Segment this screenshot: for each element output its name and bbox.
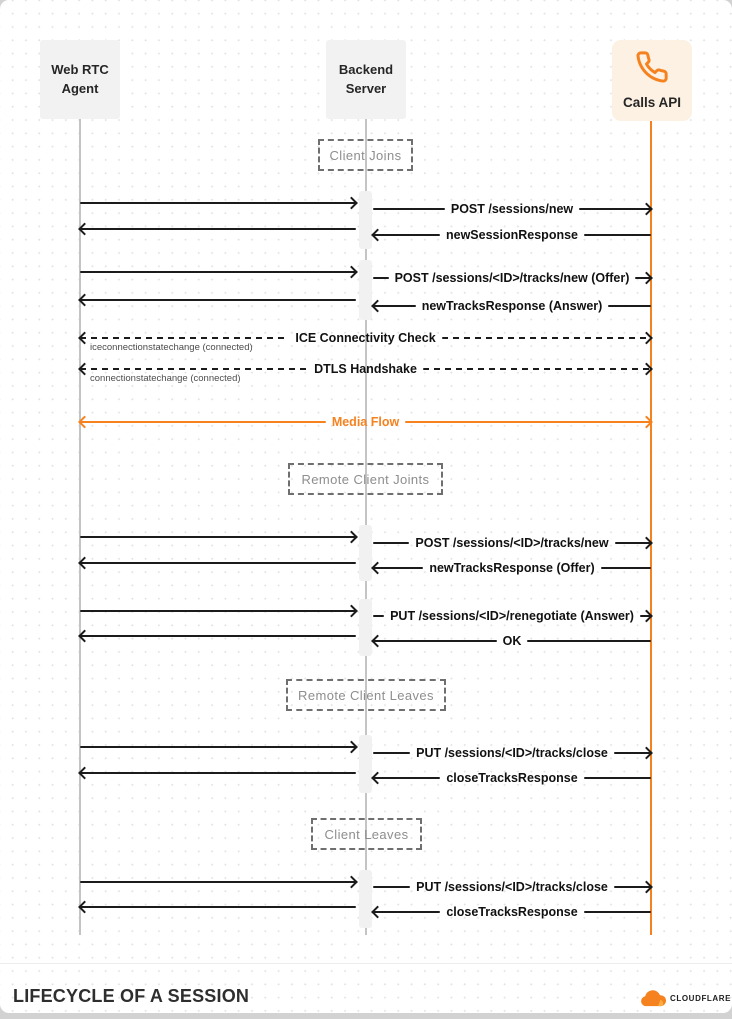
arrow-line [80,881,356,884]
msg-post-tracks-new-offer [373,271,651,285]
arrow-line [80,228,356,231]
msg-new-session-response [373,228,651,242]
arrow-line [527,640,651,643]
phase-remote-client-joins-label: Remote Client Joints [301,471,430,487]
arrow-backend-to-webrtc [80,900,356,914]
msg-label: closeTracksResponse [446,905,578,919]
arrow-webrtc-to-backend [80,530,356,544]
arrowhead-right [640,363,653,376]
actor-calls-api [612,40,692,121]
arrowhead-left [371,635,384,648]
msg-close-tracks-response [373,905,651,919]
arrowhead-left [78,294,91,307]
arrow-line [373,208,445,211]
arrow-line [405,421,651,424]
msg-post-sessions-new [373,202,651,216]
arrowhead-left [78,901,91,914]
ice-event-note: iceconnectionstatechange (connected) [90,342,253,353]
msg-label: OK [502,634,522,648]
actor-backend-server-label: Backend Server [338,62,394,96]
phone-icon [635,50,669,89]
arrowhead-right [345,605,358,618]
msg-new-tracks-response-offer [373,561,651,575]
arrowhead-right [640,416,653,429]
msg-label: newSessionResponse [446,228,578,242]
arrow-line [80,610,356,613]
arrow-line [373,886,410,889]
phase-client-joins [318,139,413,171]
arrow-line [601,567,651,570]
actor-webrtc-agent-label: Web RTC Agent [51,62,109,96]
arrow-line [584,777,651,780]
arrow-backend-to-webrtc [80,222,356,236]
arrow-line-dashed [423,368,651,371]
msg-label: DTLS Handshake [314,362,417,376]
arrow-line [584,234,651,237]
arrowhead-right [345,197,358,210]
cloudflare-cloud-icon [639,990,666,1007]
arrowhead-left [78,223,91,236]
arrow-line-dashed [80,337,289,340]
phase-client-joins-label: Client Joins [329,147,402,163]
arrowhead-left [78,767,91,780]
msg-label: POST /sessions/<ID>/tracks/new [415,536,609,550]
msg-ok [373,634,651,648]
arrowhead-right [640,332,653,345]
arrow-line [608,305,651,308]
cloudflare-logo [639,989,731,1007]
footer-divider [0,963,732,964]
msg-label: PUT /sessions/<ID>/tracks/close [416,880,608,894]
arrowhead-left [78,332,91,345]
cloudflare-logo-text: CLOUDFLARE [670,993,732,1003]
activation-bar [359,599,372,656]
arrowhead-right [640,610,653,623]
arrowhead-left [78,416,91,429]
arrowhead-left [371,300,384,313]
phase-remote-client-leaves [286,679,446,711]
arrowhead-left [78,363,91,376]
arrow-line [80,746,356,749]
arrow-webrtc-to-backend [80,604,356,618]
msg-label: PUT /sessions/<ID>/renegotiate (Answer) [390,609,634,623]
msg-label: closeTracksResponse [446,771,578,785]
actor-webrtc-agent [40,40,120,119]
arrow-webrtc-to-backend [80,196,356,210]
msg-put-renegotiate-answer [373,609,651,623]
arrowhead-right [640,272,653,285]
arrow-line [373,640,497,643]
arrow-line [80,906,356,909]
activation-bar [359,260,372,320]
arrow-backend-to-webrtc [80,629,356,643]
msg-label: newTracksResponse (Answer) [421,299,603,313]
activation-bar [359,191,372,249]
msg-post-tracks-new [373,536,651,550]
arrow-line [373,277,389,280]
arrowhead-left [78,557,91,570]
actor-backend-server [326,40,406,119]
arrow-webrtc-to-backend [80,265,356,279]
arrow-line [584,911,651,914]
arrowhead-left [371,229,384,242]
arrowhead-right [640,537,653,550]
arrow-line [80,202,356,205]
arrowhead-right [640,881,653,894]
msg-label: ICE Connectivity Check [295,331,436,345]
webrtc-lifeline [79,119,81,935]
msg-new-tracks-response-answer [373,299,651,313]
msg-label: PUT /sessions/<ID>/tracks/close [416,746,608,760]
phase-remote-client-joins [288,463,443,495]
arrow-backend-to-webrtc [80,766,356,780]
phase-remote-client-leaves-label: Remote Client Leaves [298,687,434,703]
arrow-webrtc-to-backend [80,740,356,754]
msg-label: Media Flow [331,415,400,429]
msg-label: POST /sessions/new [450,202,574,216]
arrowhead-left [78,630,91,643]
arrow-backend-to-webrtc [80,293,356,307]
arrowhead-left [371,906,384,919]
activation-bar [359,870,372,928]
arrow-line [373,752,410,755]
arrow-line [80,536,356,539]
phase-client-leaves [311,818,422,850]
msg-label: POST /sessions/<ID>/tracks/new (Offer) [394,271,630,285]
arrow-line [80,299,356,302]
page-title: LIFECYCLE OF A SESSION [13,986,250,1006]
msg-media-flow [80,415,651,429]
arrowhead-left [371,562,384,575]
arrow-line [80,421,326,424]
arrow-backend-to-webrtc [80,556,356,570]
msg-put-tracks-close [373,880,651,894]
arrowhead-right [345,876,358,889]
arrow-line [373,615,384,618]
arrow-line [80,562,356,565]
arrow-line [80,772,356,775]
arrowhead-right [345,531,358,544]
arrow-line [80,635,356,638]
arrowhead-right [640,203,653,216]
arrowhead-right [345,266,358,279]
activation-bar [359,525,372,581]
arrowhead-right [345,741,358,754]
arrow-line [373,542,409,545]
msg-put-tracks-close [373,746,651,760]
phase-client-leaves-label: Client Leaves [324,826,409,842]
arrow-line-dashed [442,337,651,340]
activation-bar [359,735,372,793]
actor-calls-api-label: Calls API [622,95,682,111]
arrowhead-right [640,747,653,760]
arrow-line [80,271,356,274]
msg-label: newTracksResponse (Offer) [429,561,595,575]
arrowhead-left [371,772,384,785]
arrow-line-dashed [80,368,308,371]
arrow-webrtc-to-backend [80,875,356,889]
msg-close-tracks-response [373,771,651,785]
dtls-event-note: connectionstatechange (connected) [90,373,241,384]
